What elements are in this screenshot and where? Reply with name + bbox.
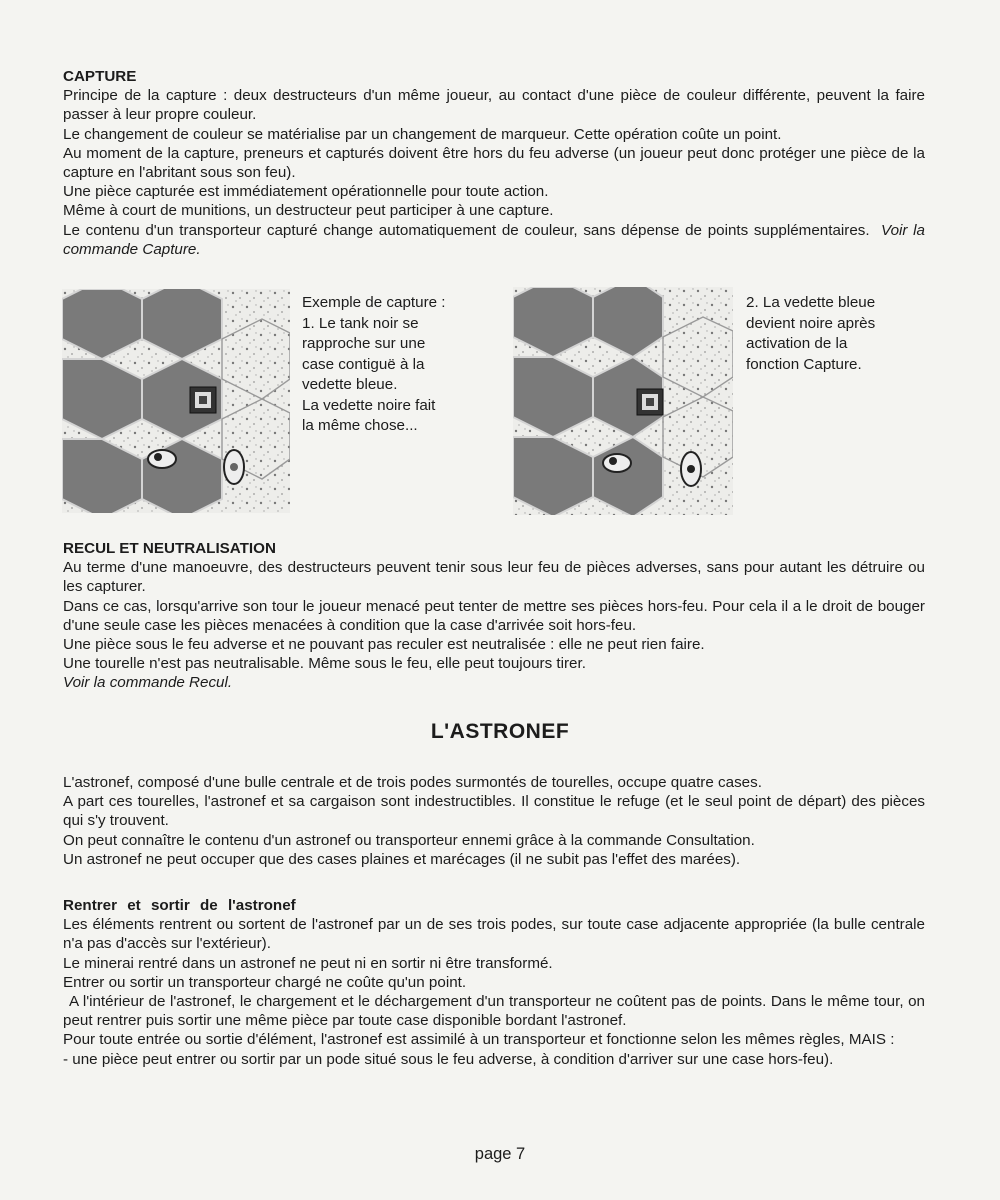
rentrer-para: Entrer ou sortir un transporteur chargé ne coûte qu'un point.: [63, 973, 467, 991]
boat-icon-blue: [224, 450, 244, 484]
rentrer-para: - une pièce peut entrer ou sortir par un pode situé sous le feu adverse, à condition d'arriver sur une case hors-feu).: [63, 1050, 834, 1068]
capture-para: Le changement de couleur se matérialise par un changement de marqueur. Cette opération coûte un point.: [63, 125, 782, 143]
tank-icon: [190, 387, 216, 413]
recul-para: Une tourelle n'est pas neutralisable. Même sous le feu, elle peut toujours tirer.: [63, 655, 586, 673]
caption-line: vedette bleue.: [302, 376, 398, 393]
caption-line: activation de la: [746, 335, 848, 352]
figure-capture-before: [62, 289, 290, 513]
rentrer-para: A l'intérieur de l'astronef, le chargement et le déchargement d'un transporteur ne coûtent pas de points. Dans le même tour, on peut rentrer puis sortir une même pièce par toute case disponible bordant l'astronef.: [63, 993, 925, 1030]
rentrer-section: [63, 896, 925, 1069]
capture-para: Une pièce capturée est immédiatement opérationnelle pour toute action.: [63, 183, 549, 201]
capture-para: [63, 221, 925, 259]
astronef-para: L'astronef, composé d'une bulle centrale et de trois podes surmontés de tourelles, occupe quatre cases.: [63, 774, 762, 791]
figure1-caption: [302, 293, 502, 437]
caption-line: 2. La vedette bleue: [746, 294, 876, 311]
capture-section: [63, 67, 925, 259]
page-number: page 7: [474, 1145, 526, 1163]
caption-line: La vedette noire fait: [302, 396, 436, 414]
caption-line: la même chose...: [302, 417, 418, 434]
recul-para: Une pièce sous le feu adverse et ne pouvant pas reculer est neutralisée : elle ne peut rien faire.: [63, 636, 705, 654]
recul-para: Dans ce cas, lorsqu'arrive son tour le joueur menacé peut tenter de mettre ses pièces hors-feu. Pour cela il a le droit de bouger d'une seule case les pièces menacées à condition que la case d'arrivée soit hors-feu.: [63, 597, 925, 634]
capture-heading: CAPTURE: [63, 68, 137, 85]
figure2-caption: [746, 293, 926, 375]
recul-heading: RECUL ET NEUTRALISATION: [63, 540, 276, 557]
caption-line: 1. Le tank noir se: [302, 314, 419, 332]
recul-section: [63, 539, 925, 693]
recul-para: Au terme d'une manoeuvre, des destructeurs peuvent tenir sous leur feu de pièces adverses, sans pour autant les détruire ou les capturer.: [63, 559, 925, 596]
recul-command-ref: Voir la commande Recul.: [63, 674, 233, 692]
capture-para: Même à court de munitions, un destructeur peut participer à une capture.: [63, 202, 554, 220]
figure-capture-after: [513, 287, 733, 515]
section-title: L'ASTRONEF: [430, 720, 570, 743]
capture-para: Au moment de la capture, preneurs et capturés doivent être hors du feu adverse (un joueur peut donc protéger une pièce de la capture en l'abritant sous son feu).: [63, 144, 925, 182]
boat-icon-captured: [681, 452, 701, 486]
rentrer-para: Les éléments rentrent ou sortent de l'astronef par un de ses trois podes, sur toute case adjacente appropriée (la bulle centrale n'a pas d'accès sur l'extérieur).: [63, 916, 925, 953]
capture-para: Principe de la capture : deux destructeurs d'un même joueur, au contact d'une pièce de couleur différente, peuvent la faire passer à leur propre couleur.: [63, 87, 925, 124]
caption-line: devient noire après: [746, 314, 876, 332]
caption-line: Exemple de capture :: [302, 294, 446, 311]
capture-command-ref: Voir la commande Capture.: [63, 221, 925, 258]
caption-line: rapproche sur une: [302, 335, 426, 352]
caption-line: fonction Capture.: [746, 355, 862, 373]
caption-line: case contiguë à la: [302, 355, 425, 373]
capture-last-line: Le contenu d'un transporteur capturé change automatiquement de couleur, sans dépense de points supplémentaires.: [63, 221, 870, 239]
astronef-para: A part ces tourelles, l'astronef et sa cargaison sont indestructibles. Il constitue le refuge (et le seul point de départ) des pièces qui s'y trouvent.: [63, 793, 925, 830]
boat-icon-black: [603, 454, 631, 472]
astronef-para: On peut connaître le contenu d'un astronef ou transporteur ennemi grâce à la commande Consultation.: [63, 831, 755, 849]
rentrer-heading: Rentrer et sortir de l'astronef: [63, 897, 296, 914]
astronef-para: Un astronef ne peut occuper que des cases plaines et marécages (il ne subit pas l'effet des marées).: [63, 850, 741, 868]
rentrer-para: Le minerai rentré dans un astronef ne peut ni en sortir ni être transformé.: [63, 954, 553, 972]
astronef-section: [63, 773, 925, 869]
rentrer-para: Pour toute entrée ou sortie d'élément, l'astronef est assimilé à un transporteur et fonctionne selon les mêmes règles, MAIS :: [63, 1031, 895, 1049]
boat-icon-black: [148, 450, 176, 468]
tank-icon: [637, 389, 663, 415]
